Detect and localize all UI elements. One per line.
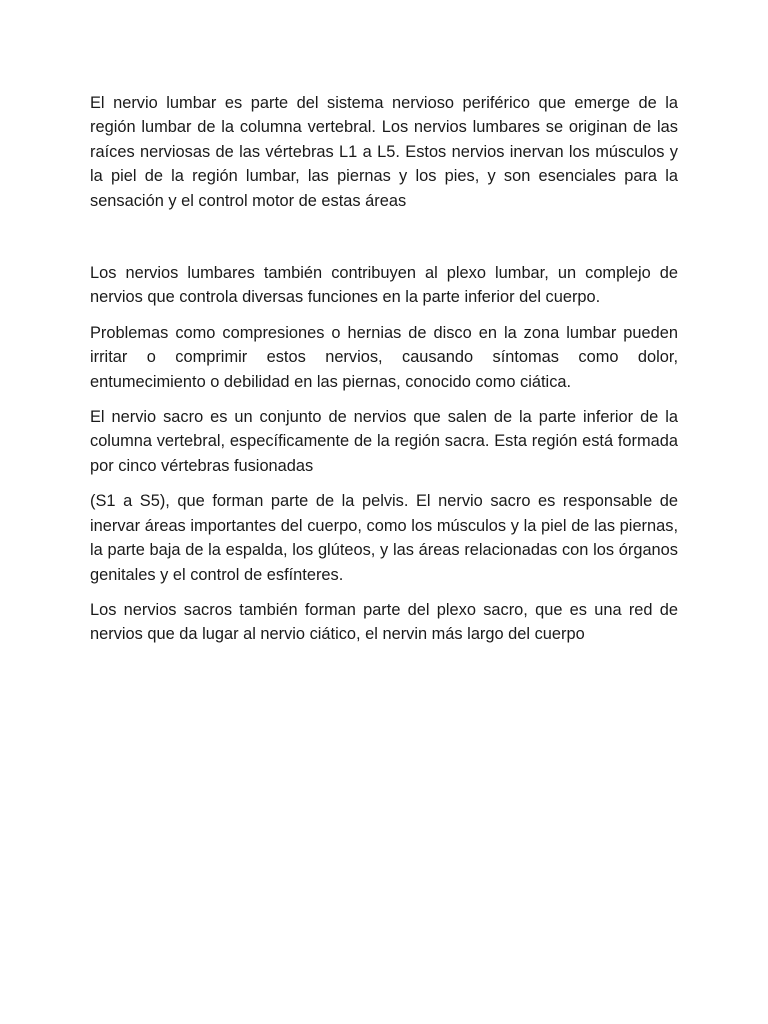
paragraph-lumbar-problems: Problemas como compresiones o hernias de disco en la zona lumbar pueden irritar o comprimir estos nervios, causando síntomas como dolor, entumecimiento o debilidad en las piernas, conocido como ciática.	[90, 323, 678, 391]
paragraph-sacral-function: (S1 a S5), que forman parte de la pelvis. El nervio sacro es responsable de inervar áreas importantes del cuerpo, como los músculos y la piel de las piernas, la parte baja de la espalda, los glúteos, y las áreas relacionadas con los órganos genitales y el control de esfínteres.	[90, 492, 678, 584]
document-body	[90, 91, 678, 658]
paragraph-lumbar-plexus: Los nervios lumbares también contribuyen al plexo lumbar, un complejo de nervios que controla diversas funciones en la parte inferior del cuerpo.	[90, 264, 678, 307]
paragraph-sacral-intro: El nervio sacro es un conjunto de nervios que salen de la parte inferior de la columna vertebral, específicamente de la región sacra. Esta región está formada por cinco vértebras fusionadas	[90, 408, 678, 475]
paragraph-lumbar-intro: El nervio lumbar es parte del sistema nervioso periférico que emerge de la región lumbar de la columna vertebral. Los nervios lumbares se originan de las raíces nerviosas de las vértebras L1 a L5. Estos nervios inervan los músculos y la piel de la región lumbar, las piernas y los pies, y son esenciales para la sensación y el control motor de estas áreas	[90, 94, 678, 210]
paragraph-sacral-plexus: Los nervios sacros también forman parte del plexo sacro, que es una red de nervios que da lugar al nervio ciático, el nervin más largo del cuerpo	[90, 600, 678, 644]
